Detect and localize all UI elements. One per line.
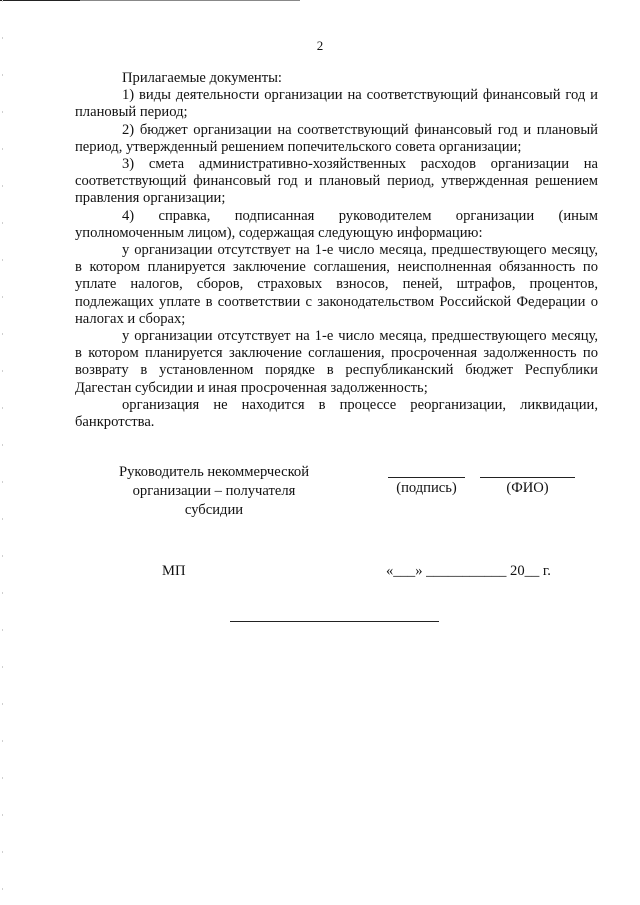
closing-rule: [230, 621, 439, 622]
attachments-section: [75, 70, 598, 431]
stamp-placeholder: МП: [162, 563, 186, 579]
signature-label: (подпись): [396, 480, 457, 496]
scan-left-edge: [2, 0, 3, 905]
name-label: (ФИО): [506, 480, 549, 496]
name-blank-line: [480, 477, 575, 478]
certificate-condition-taxes: у организации отсутствует на 1-е число месяца, предшествующего месяцу, в котором планируется заключение соглашения, неисполненная обязанность по уплате налогов, сборов, страховых взносов, пеней, штрафов, процентов, подлежащих уплате в соответствии с законодательством Российской Федерации о налогах и сборах;: [75, 242, 598, 327]
certificate-condition-subsidy-debt: у организации отсутствует на 1-е число месяца, предшествующего месяцу, в котором планируется заключение соглашения, просроченная задолженность по возврату в установленном порядке в республиканский бюджет Республики Дагестан субсидии и иная просроченная задолженность;: [75, 328, 598, 396]
signature-blank-line: [388, 477, 465, 478]
date-field: «___» ___________ 20__ г.: [386, 563, 551, 579]
attachment-item-2: 2) бюджет организации на соответствующий финансовый год и плановый период, утвержденный решением попечительского совета организации;: [75, 121, 598, 155]
attachment-item-4: 4) справка, подписанная руководителем организации (иным уполномоченным лицом), содержащая следующую информацию:: [75, 207, 598, 241]
scan-top-edge: [0, 0, 640, 1]
attachment-item-1: 1) виды деятельности организации на соответствующий финансовый год и плановый период;: [75, 87, 598, 121]
certificate-condition-reorganization: организация не находится в процессе реорганизации, ликвидации, банкротства.: [75, 396, 598, 431]
signatory-role-line-3: субсидии: [184, 502, 244, 518]
attachments-heading: Прилагаемые документы:: [122, 70, 282, 86]
signatory-role-line-1: Руководитель некоммерческой: [118, 464, 310, 480]
signatory-role-line-2: организации – получателя: [132, 483, 296, 499]
signatory-role: [100, 463, 328, 520]
attachment-item-3: 3) смета административно-хозяйственных расходов организации на соответствующий финансовый год и плановый период, утвержденная решением правления организации;: [75, 156, 598, 207]
page-number: 2: [316, 38, 324, 53]
